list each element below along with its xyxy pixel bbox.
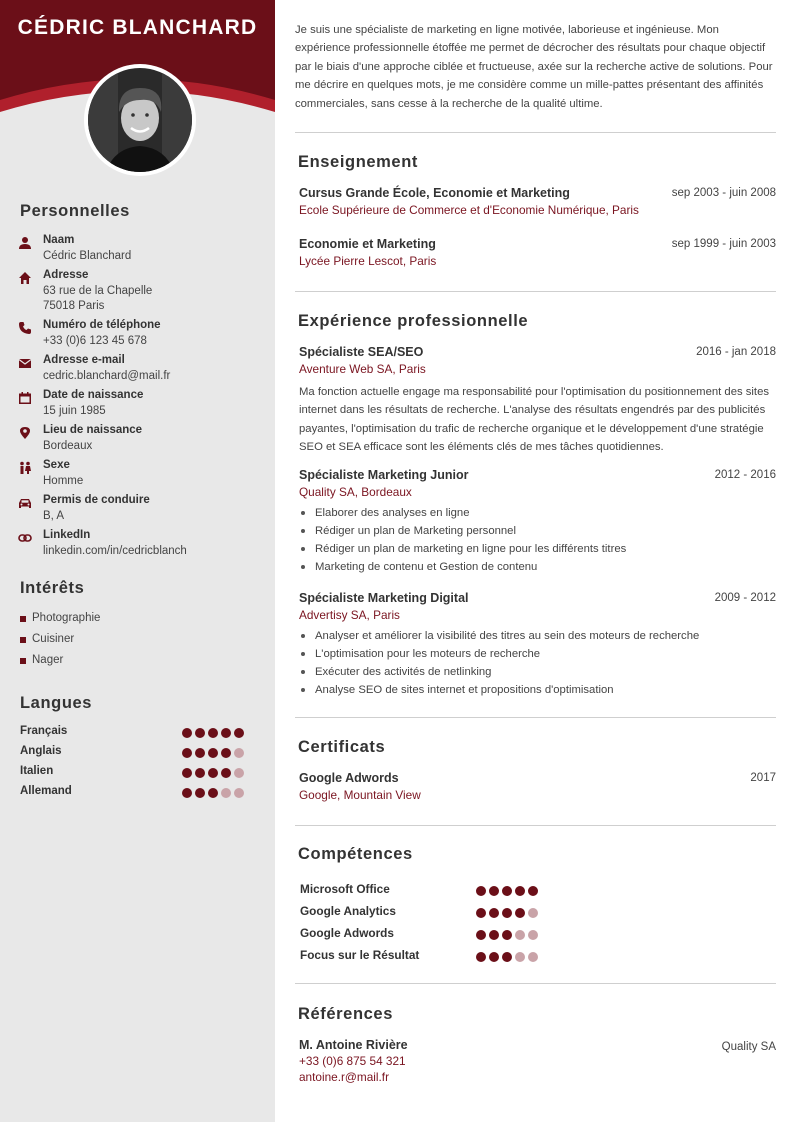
profile-summary: Je suis une spécialiste de marketing en ligne motivée, laborieuse et ingénieuse. Mon expérience professionnelle étoffée me permet de décrocher des résultats pour chaque objectif par le biais d'une approche ciblée et fructueuse, axée sur la recherche active de solutions. Pour me décrire en quelques mots, je me considère comme un mille-pattes présentant des affinités commerciales, sans cesse à la recherche de la qualité ultime. (295, 24, 773, 110)
skill-rating (476, 908, 538, 918)
calendar-icon (18, 391, 32, 405)
rating-dot-filled (515, 908, 525, 918)
language-name: Français (20, 725, 68, 737)
interests-list (20, 612, 100, 675)
bullet-item: Elaborer des analyses en ligne (299, 504, 776, 522)
section-divider (295, 291, 776, 292)
languages-section-title: Langues (20, 694, 93, 712)
rating-dot-filled (195, 728, 205, 738)
link-icon (18, 531, 32, 545)
personal-item-email (18, 354, 268, 389)
personal-value: B, A (43, 510, 65, 522)
entry-subtitle: Advertisy SA, Paris (299, 608, 400, 622)
personal-label: Adresse e-mail (43, 354, 125, 366)
education-section-title: Enseignement (298, 153, 418, 171)
certificates-section-title: Certificats (298, 738, 386, 756)
skill-row (300, 948, 600, 970)
language-rating (182, 788, 244, 798)
experience-section-title: Expérience professionnelle (298, 312, 529, 330)
rating-dot-filled (502, 930, 512, 940)
personal-label: Sexe (43, 459, 70, 471)
entry-date: 2017 (750, 772, 776, 784)
entry-subtitle: Quality SA, Bordeaux (299, 485, 412, 499)
personal-item-linkedin (18, 529, 268, 564)
language-rating (182, 748, 244, 758)
rating-dot-filled (195, 768, 205, 778)
personal-value: Bordeaux (43, 440, 93, 452)
entry-title: Economie et Marketing (299, 237, 436, 251)
rating-dot-filled (221, 748, 231, 758)
personal-value: 15 juin 1985 (43, 405, 106, 417)
language-rating (182, 728, 244, 738)
rating-dot-filled (489, 952, 499, 962)
entry-date: sep 2003 - juin 2008 (671, 187, 776, 199)
rating-dot-empty (528, 952, 538, 962)
entry-bullets (299, 627, 776, 699)
language-row (20, 785, 255, 805)
rating-dot-empty (234, 748, 244, 758)
rating-dot-filled (502, 952, 512, 962)
language-row (20, 725, 255, 745)
entry-subtitle: Aventure Web SA, Paris (299, 362, 426, 376)
rating-dot-empty (515, 952, 525, 962)
rating-dot-filled (182, 748, 192, 758)
rating-dot-filled (208, 728, 218, 738)
rating-dot-filled (502, 886, 512, 896)
reference-name: M. Antoine Rivière (299, 1038, 408, 1052)
interest-item: Cuisiner (20, 633, 100, 654)
rating-dot-empty (234, 788, 244, 798)
rating-dot-filled (182, 788, 192, 798)
personal-item-name (18, 234, 268, 269)
rating-dot-filled (515, 886, 525, 896)
rating-dot-filled (195, 788, 205, 798)
skill-name: Focus sur le Résultat (300, 948, 420, 962)
skill-rating (476, 930, 538, 940)
rating-dot-filled (208, 748, 218, 758)
rating-dot-empty (528, 930, 538, 940)
rating-dot-empty (221, 788, 231, 798)
home-icon (18, 271, 32, 285)
bullet-item: Rédiger un plan de marketing en ligne pour les différents titres (299, 540, 776, 558)
rating-dot-filled (182, 768, 192, 778)
rating-dot-filled (502, 908, 512, 918)
entry-title: Spécialiste SEA/SEO (299, 345, 424, 359)
education-entry (299, 237, 776, 268)
rating-dot-filled (476, 908, 486, 918)
personal-item-address (18, 269, 268, 319)
reference-entry (299, 1038, 776, 1084)
entry-date: 2016 - jan 2018 (696, 346, 776, 358)
rating-dot-empty (234, 768, 244, 778)
entry-title: Cursus Grande École, Economie et Marketing (299, 186, 570, 200)
skills-section-title: Compétences (298, 845, 413, 863)
personal-item-birthdate (18, 389, 268, 424)
rating-dot-filled (195, 748, 205, 758)
rating-dot-filled (476, 952, 486, 962)
entry-title: Spécialiste Marketing Digital (299, 591, 469, 605)
language-row (20, 745, 255, 765)
phone-icon (18, 321, 32, 335)
entry-date: sep 1999 - juin 2003 (671, 238, 776, 250)
address-line-2: 75018 Paris (43, 300, 105, 312)
reference-phone: +33 (0)6 875 54 321 (299, 1054, 406, 1068)
bullet-item: Analyser et améliorer la visibilité des titres au sein des moteurs de recherche (299, 627, 776, 645)
entry-subtitle: Google, Mountain View (299, 788, 421, 802)
rating-dot-filled (489, 908, 499, 918)
personal-value (43, 284, 152, 314)
rating-dot-filled (221, 728, 231, 738)
references-section-title: Références (298, 1005, 393, 1023)
experience-entry (299, 468, 776, 576)
skills-list (300, 882, 600, 970)
rating-dot-filled (476, 930, 486, 940)
entry-description: Ma fonction actuelle engage ma responsabilité pour l'optimisation du positionnement des sites internet dans les résultats de recherche. L'analyse des résultats engendrés par des publicités payantes, l'optimisation du trafic de recherche organique et le développement d'une stratégie SEO et SEA efficace sont les éléments clés de mes tâches quotidiennes. (299, 386, 770, 454)
interest-item: Nager (20, 654, 100, 675)
language-name: Allemand (20, 785, 72, 797)
personal-value: Cédric Blanchard (43, 250, 132, 262)
skill-rating (476, 952, 538, 962)
profile-photo (88, 68, 192, 172)
skill-name: Microsoft Office (300, 882, 390, 896)
entry-date: 2009 - 2012 (714, 592, 776, 604)
rating-dot-filled (221, 768, 231, 778)
location-pin-icon (18, 426, 32, 440)
rating-dot-filled (489, 886, 499, 896)
gender-icon (18, 461, 32, 475)
linkedin-link[interactable]: linkedin.com/in/cedricblanch (43, 545, 187, 557)
personal-item-birthplace (18, 424, 268, 459)
rating-dot-filled (528, 886, 538, 896)
entry-subtitle: Lycée Pierre Lescot, Paris (299, 254, 437, 268)
experience-entry (299, 345, 776, 457)
bullet-item: L'optimisation pour les moteurs de recherche (299, 645, 776, 663)
rating-dot-empty (528, 908, 538, 918)
personal-section-title: Personnelles (20, 202, 130, 220)
address-line-1: 63 rue de la Chapelle (43, 285, 153, 297)
person-icon (18, 236, 32, 250)
experience-entry (299, 591, 776, 699)
entry-date: 2012 - 2016 (714, 469, 776, 481)
personal-label: Naam (43, 234, 75, 246)
rating-dot-empty (515, 930, 525, 940)
language-name: Anglais (20, 745, 62, 757)
personal-label: Date de naissance (43, 389, 144, 401)
interest-item: Photographie (20, 612, 100, 633)
rating-dot-filled (182, 728, 192, 738)
personal-item-license (18, 494, 268, 529)
personal-value: Homme (43, 475, 84, 487)
car-icon (18, 496, 32, 510)
entry-subtitle: Ecole Supérieure de Commerce et d'Economie Numérique, Paris (299, 203, 639, 217)
languages-list (20, 725, 255, 805)
personal-info-list (18, 234, 268, 564)
personal-value: +33 (0)6 123 45 678 (43, 335, 147, 347)
skill-name: Google Adwords (300, 926, 394, 940)
entry-title: Spécialiste Marketing Junior (299, 468, 469, 482)
certificate-entry (299, 771, 776, 802)
language-row (20, 765, 255, 785)
personal-label: Permis de conduire (43, 494, 150, 506)
education-entry (299, 186, 776, 217)
interests-section-title: Intérêts (20, 579, 85, 597)
sidebar (0, 0, 275, 1122)
avatar (84, 64, 196, 176)
section-divider (295, 717, 776, 718)
language-rating (182, 768, 244, 778)
personal-label: Adresse (43, 269, 89, 281)
skill-row (300, 904, 600, 926)
mail-icon (18, 356, 32, 370)
personal-item-gender (18, 459, 268, 494)
reference-email[interactable]: antoine.r@mail.fr (299, 1070, 389, 1084)
personal-label: Lieu de naissance (43, 424, 143, 436)
personal-label: Numéro de téléphone (43, 319, 161, 331)
section-divider (295, 983, 776, 984)
skill-name: Google Analytics (300, 904, 396, 918)
entry-title: Google Adwords (299, 771, 399, 785)
reference-company: Quality SA (721, 1041, 776, 1053)
personal-item-phone (18, 319, 268, 354)
skill-rating (476, 886, 538, 896)
language-name: Italien (20, 765, 54, 777)
bullet-item: Analyse SEO de sites internet et propositions d'optimisation (299, 681, 776, 699)
section-divider (295, 825, 776, 826)
entry-bullets (299, 504, 776, 576)
rating-dot-filled (208, 768, 218, 778)
rating-dot-filled (208, 788, 218, 798)
personal-label: LinkedIn (43, 529, 91, 541)
personal-value: cedric.blanchard@mail.fr (43, 370, 171, 382)
candidate-name: CÉDRIC BLANCHARD (17, 16, 258, 39)
bullet-item: Rédiger un plan de Marketing personnel (299, 522, 776, 540)
section-divider (295, 132, 776, 133)
bullet-item: Marketing de contenu et Gestion de contenu (299, 558, 776, 576)
skill-row (300, 926, 600, 948)
rating-dot-filled (476, 886, 486, 896)
skill-row (300, 882, 600, 904)
rating-dot-filled (234, 728, 244, 738)
bullet-item: Exécuter des activités de netlinking (299, 663, 776, 681)
rating-dot-filled (489, 930, 499, 940)
